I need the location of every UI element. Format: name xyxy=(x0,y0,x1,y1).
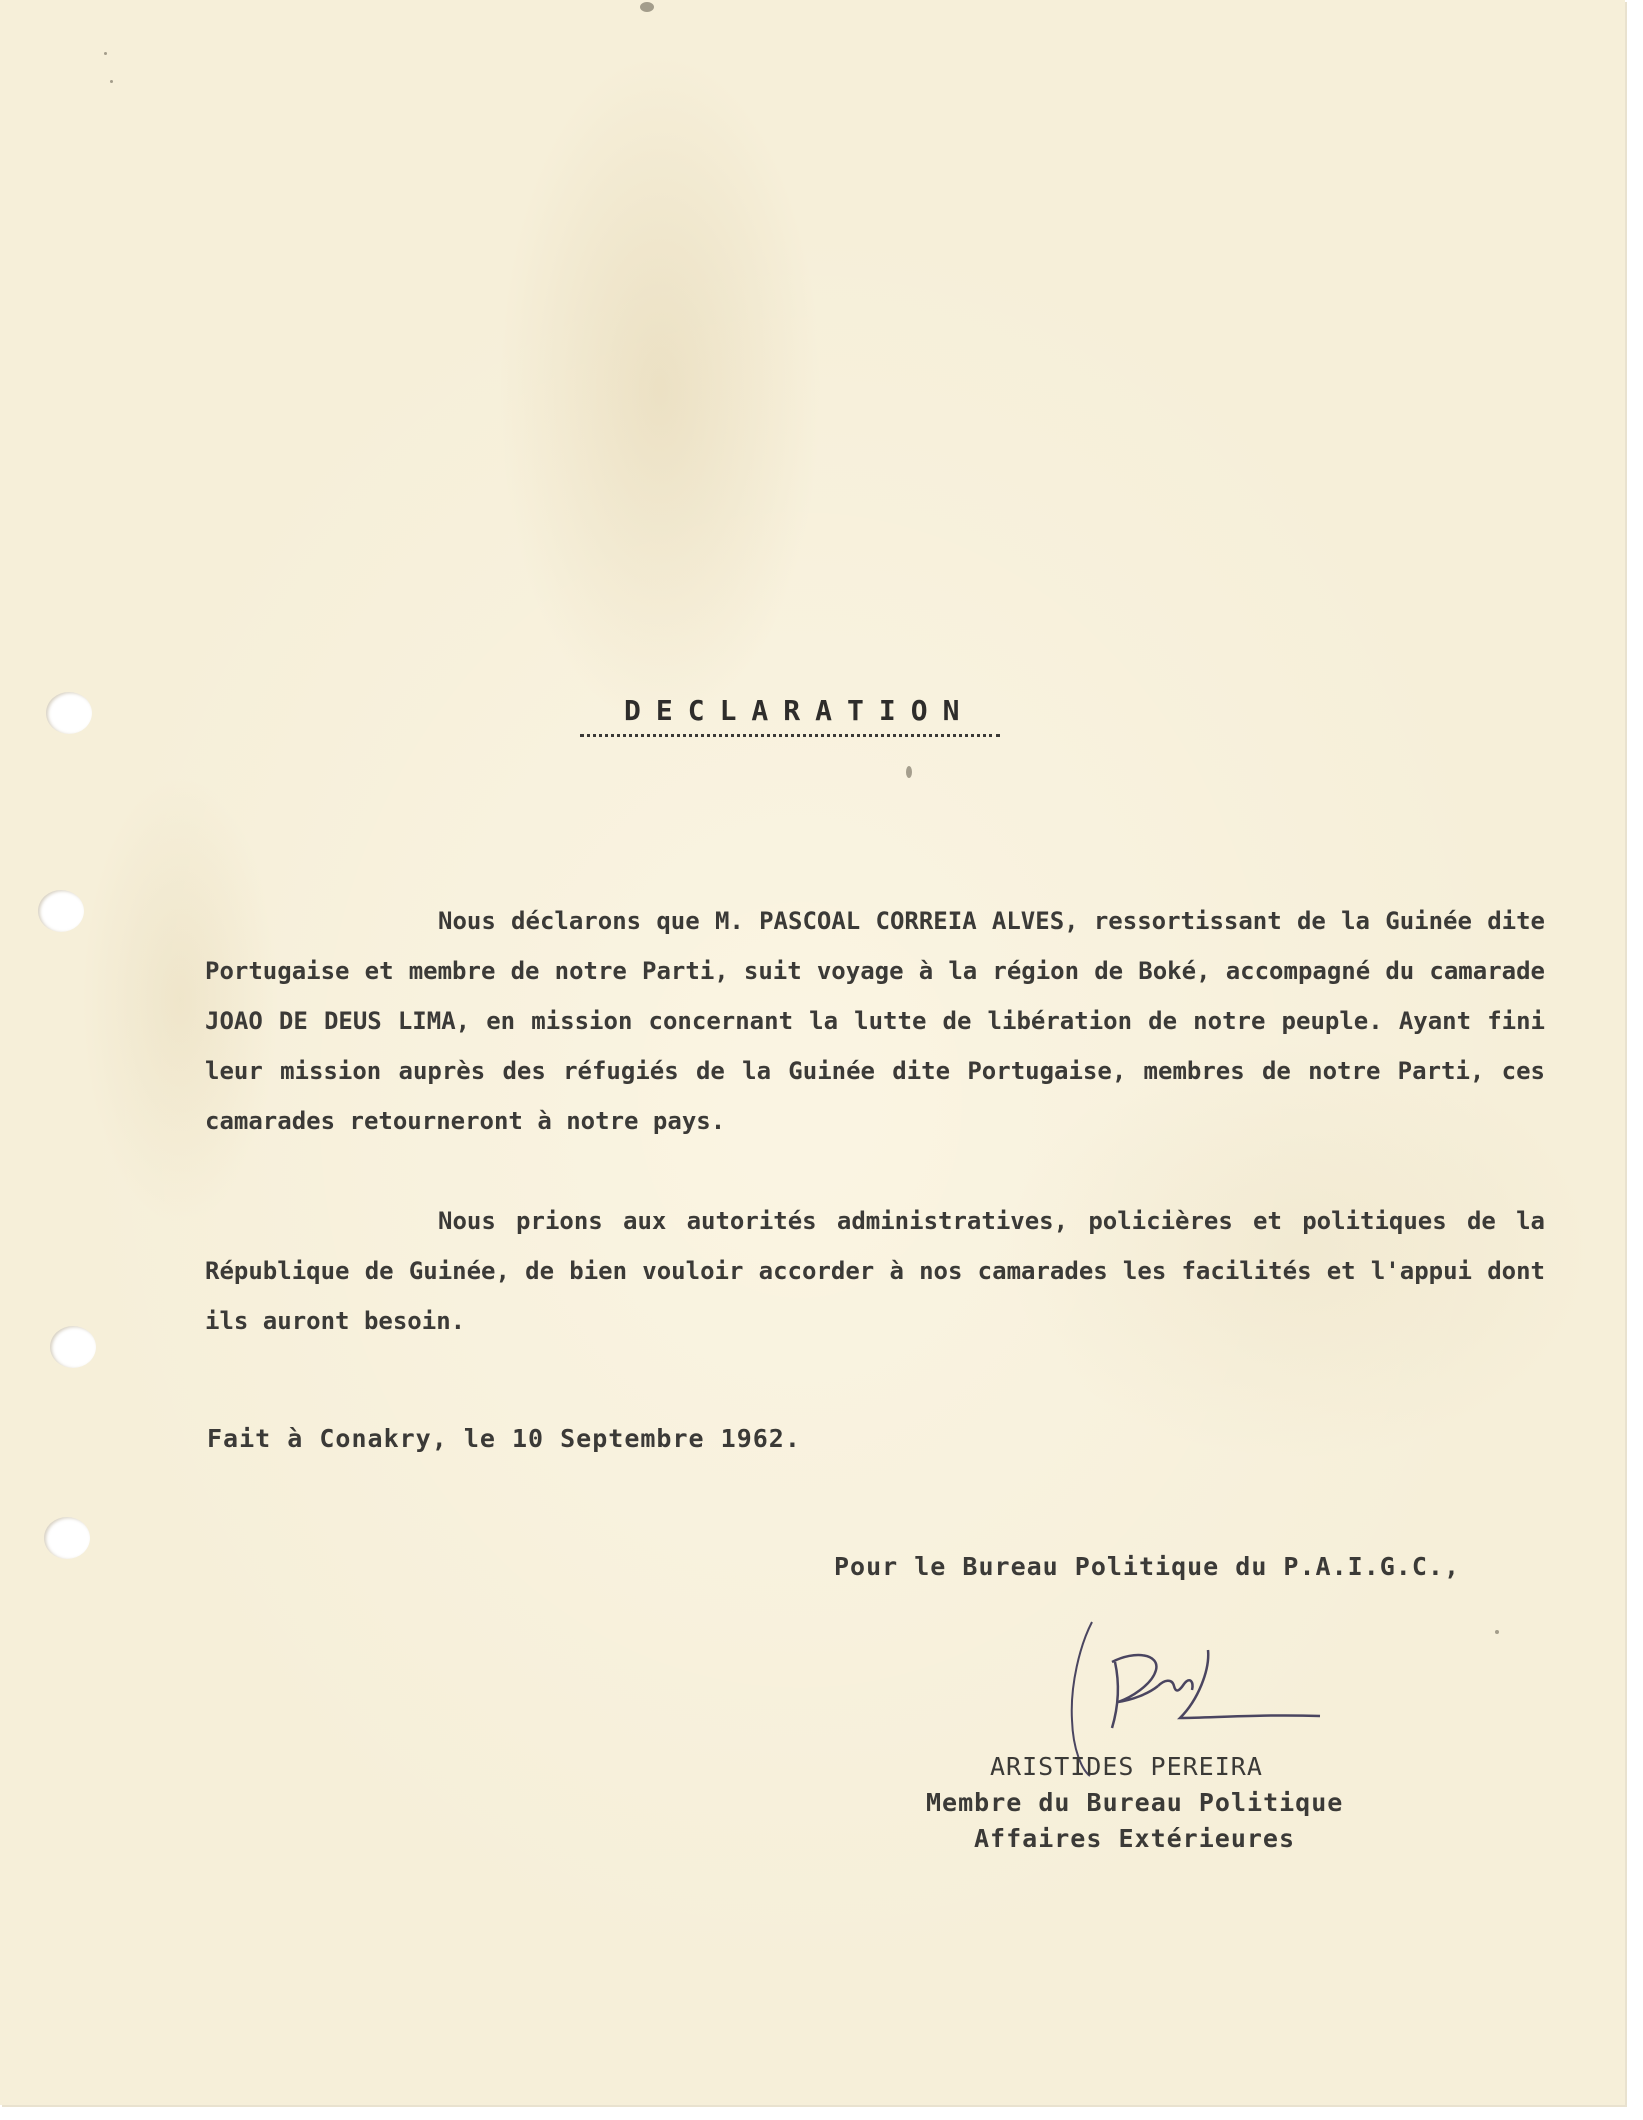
closing-line: Pour le Bureau Politique du P.A.I.G.C., xyxy=(834,1552,1460,1581)
document-title: DECLARATION xyxy=(624,694,975,727)
place-and-date: Fait à Conakry, le 10 Septembre 1962. xyxy=(207,1424,801,1453)
dust-speck xyxy=(906,766,912,778)
dust-speck xyxy=(1495,1630,1499,1634)
declaration-paragraph: Nous déclarons que M. PASCOAL CORREIA ALVES, ressortissant de la Guinée dite Portugaise et membre de notre Parti, suit voyage à la région de Boké, accompagné du camarade JOAO DE DEUS LIMA, en mission concernant la lutte de libération de notre peuple. Ayant fini leur mission auprès des réfugiés de la Guinée dite Portugaise, membres de notre Parti, ces camarades retourneront à notre pays. xyxy=(205,907,1545,1135)
dust-speck xyxy=(110,80,113,83)
dust-speck xyxy=(104,52,107,55)
punch-hole xyxy=(44,1517,90,1559)
signatory-department: Affaires Extérieures xyxy=(974,1824,1296,1853)
punch-hole xyxy=(50,1326,96,1368)
punch-hole xyxy=(38,890,84,932)
title-underline xyxy=(580,734,1000,737)
dust-speck xyxy=(640,2,654,12)
request-paragraph: Nous prions aux autorités administratives, policières et politiques de la République de Guinée, de bien vouloir accorder à nos camarades les facilités et l'appui dont ils auront besoin. xyxy=(205,1207,1545,1335)
signatory-name: ARISTIDES PEREIRA xyxy=(990,1752,1263,1781)
punch-hole xyxy=(46,692,92,734)
signatory-role: Membre du Bureau Politique xyxy=(926,1788,1344,1817)
